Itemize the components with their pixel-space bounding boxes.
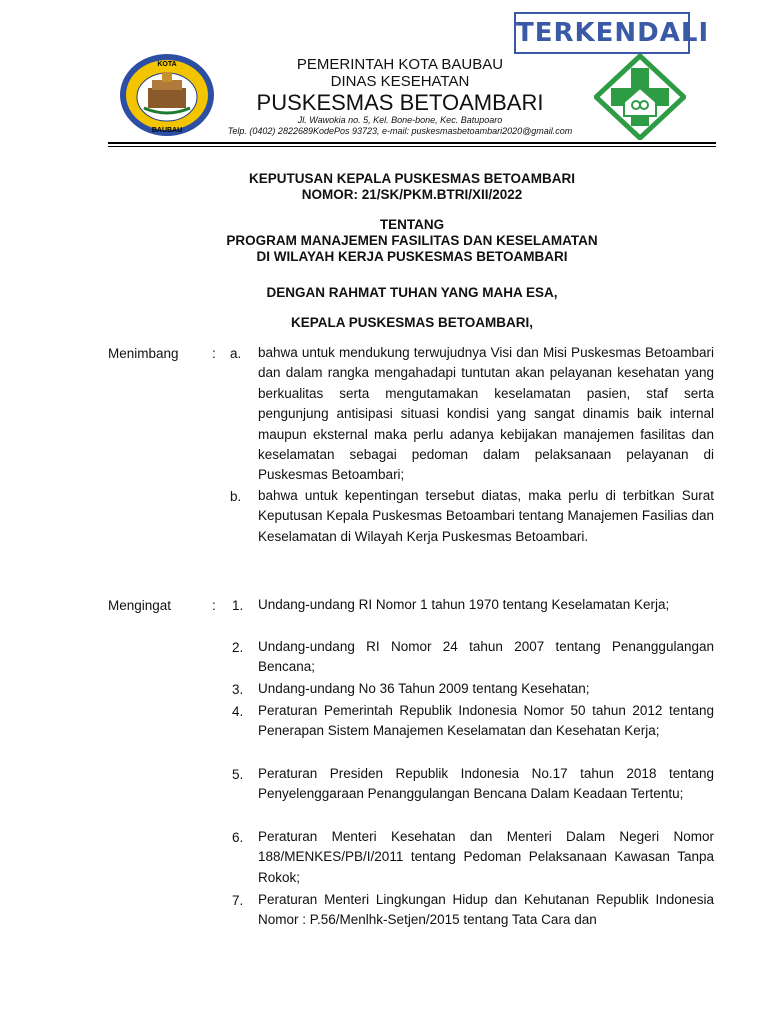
mengingat-marker-7: 7.	[232, 893, 244, 908]
mengingat-marker-5: 5.	[232, 767, 244, 782]
kepala-line: KEPALA PUSKESMAS BETOAMBARI,	[290, 315, 534, 330]
subject-line-1: PROGRAM MANAJEMEN FASILITAS DAN KESELAMATAN	[226, 233, 598, 248]
menimbang-label: Menimbang	[108, 346, 179, 361]
mengingat-colon: :	[212, 598, 216, 613]
tentang-heading: TENTANG	[379, 217, 445, 232]
emblem-bottom-text: BAUBAU	[151, 127, 183, 134]
letterhead	[205, 56, 595, 137]
mengingat-marker-4: 4.	[232, 704, 244, 719]
mengingat-marker-2: 2.	[232, 640, 244, 655]
dept-name: DINAS KESEHATAN	[330, 73, 470, 90]
puskesmas-cross-logo	[594, 54, 686, 140]
mengingat-item-7: Peraturan Menteri Lingkungan Hidup dan Kehutanan Republik Indonesia Nomor : P.56/Menlhk-Setjen/2015 tentang Tata Cara dan	[258, 892, 714, 928]
mengingat-item-4: Peraturan Pemerintah Republik Indonesia Nomor 50 tahun 2012 tentang Penerapan Sistem Manajemen Keselamatan dan Kesehatan Kerja;	[258, 703, 714, 739]
mengingat-item-6: Peraturan Menteri Kesehatan dan Menteri Dalam Negeri Nomor 188/MENKES/PB/I/2011 tentang Pedoman Pelaksanaan Kawasan Tanpa Rokok;	[258, 829, 714, 885]
menimbang-marker-a: a.	[230, 346, 242, 361]
menimbang-item-b: bahwa untuk kepentingan tersebut diatas, maka perlu di terbitkan Surat Keputusan Kepala Puskesmas Betoambari tentang Manajemen Fasilias dan Keselamatan di Wilayah Kerja Puskesmas Betoambari.	[258, 488, 714, 544]
kota-baubau-emblem	[118, 52, 216, 138]
letterhead-rule-thick	[108, 142, 716, 144]
rahmat-line: DENGAN RAHMAT TUHAN YANG MAHA ESA,	[266, 285, 558, 300]
terkendali-stamp: TERKENDALI	[514, 12, 690, 54]
emblem-top-text: KOTA	[157, 61, 177, 68]
menimbang-marker-b: b.	[230, 489, 242, 504]
letterhead-rule-thin	[108, 146, 716, 147]
menimbang-colon: :	[212, 346, 216, 361]
mengingat-marker-3: 3.	[232, 682, 244, 697]
mengingat-marker-6: 6.	[232, 830, 244, 845]
mengingat-label: Mengingat	[108, 598, 172, 613]
gov-name: PEMERINTAH KOTA BAUBAU	[296, 56, 504, 73]
decree-number: NOMOR: 21/SK/PKM.BTRI/XII/2022	[301, 187, 523, 202]
address-line: Jl. Wawokia no. 5, Kel. Bone-bone, Kec. Batupoaro	[297, 115, 503, 125]
mengingat-marker-1: 1.	[232, 598, 244, 613]
mengingat-item-2: Undang-undang RI Nomor 24 tahun 2007 tentang Penanggulangan Bencana;	[258, 639, 714, 675]
menimbang-item-a: bahwa untuk mendukung terwujudnya Visi dan Misi Puskesmas Betoambari dan dalam rangka mengahadapi tuntutan akan pelayanan kesehatan yang berkualitas serta mengutamakan keselamatan pasien, staf serta pengunjung antisipasi situasi kondisi yang sangat dinamis baik internal maupun eksternal maka perlu adanya kebijakan manajemen fasilitas dan keselamatan sebagai pedoman dalam pelaksanaan pelayanan di Puskesmas Betoambari;	[258, 345, 714, 483]
contact-line: Telp. (0402) 2822689KodePos 93723, e-mail: puskesmasbetoambari2020@gmail.com	[227, 126, 573, 136]
mengingat-item-5: Peraturan Presiden Republik Indonesia No.17 tahun 2018 tentang Penyelenggaraan Penanggulangan Bencana Dalam Keadaan Tertentu;	[258, 766, 714, 802]
mengingat-item-3: Undang-undang No 36 Tahun 2009 tentang Kesehatan;	[258, 681, 590, 696]
subject-line-2: DI WILAYAH KERJA PUSKESMAS BETOAMBARI	[256, 249, 568, 264]
decree-title: KEPUTUSAN KEPALA PUSKESMAS BETOAMBARI	[248, 171, 576, 186]
mengingat-item-1: Undang-undang RI Nomor 1 tahun 1970 tentang Keselamatan Kerja;	[258, 597, 670, 612]
puskesmas-name: PUSKESMAS BETOAMBARI	[256, 90, 544, 115]
